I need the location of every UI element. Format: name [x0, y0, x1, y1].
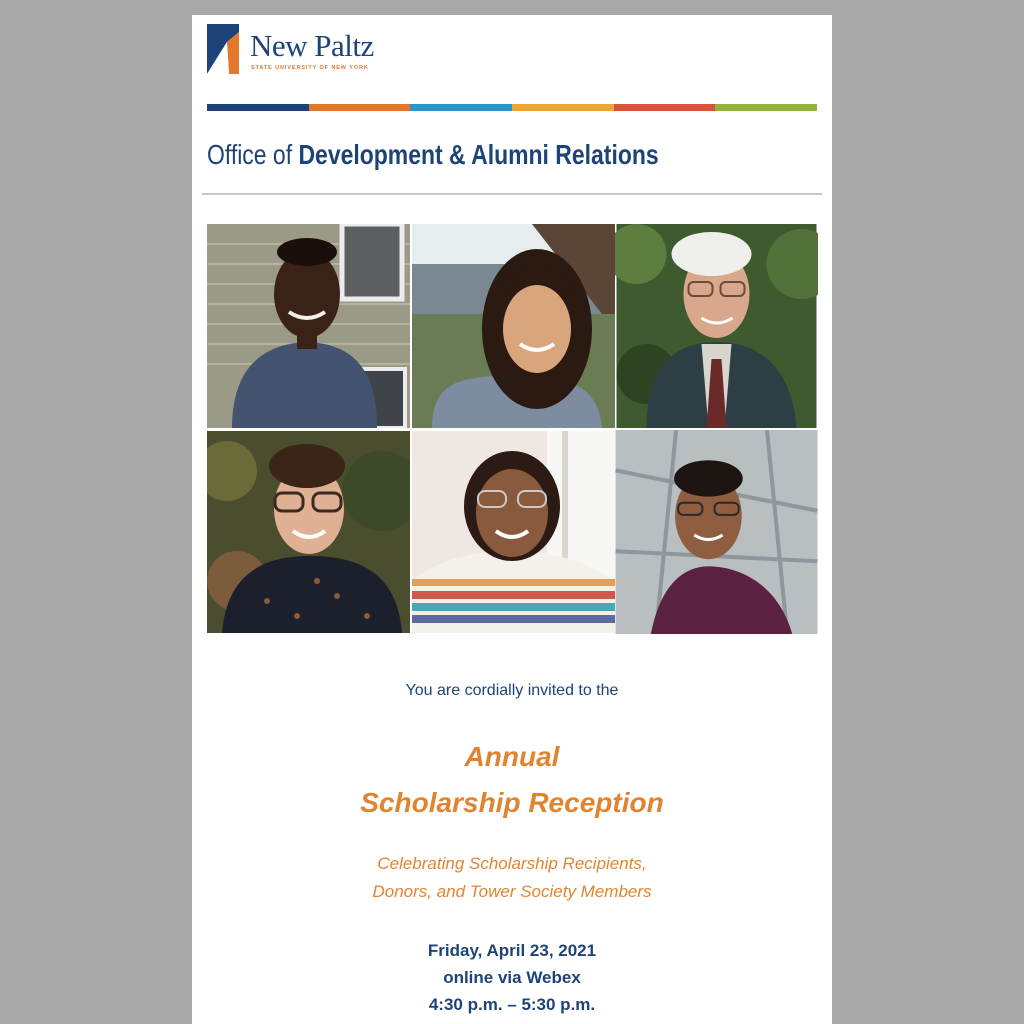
new-paltz-logo[interactable] — [207, 24, 407, 76]
event-title-line-2: Scholarship Reception — [360, 787, 664, 818]
event-subtitle — [192, 850, 832, 906]
photo-student-3 — [207, 430, 410, 634]
color-bar-segment — [207, 104, 309, 111]
invite-intro: You are cordially invited to the — [405, 682, 619, 699]
color-bar-segment — [512, 104, 614, 111]
color-bar-segment — [614, 104, 716, 111]
event-details — [192, 937, 832, 1018]
event-subtitle-line-2: Donors, and Tower Society Members — [372, 882, 652, 901]
photo-donor — [615, 224, 818, 428]
photo-student-1-image — [207, 224, 410, 428]
office-prefix: Office of — [207, 139, 293, 170]
photo-student-2 — [412, 224, 615, 428]
photo-student-1 — [207, 224, 410, 428]
photo-student-5-image — [615, 430, 818, 634]
email-card — [192, 15, 832, 1024]
event-date: Friday, April 23, 2021 — [427, 941, 597, 960]
logo-wordmark: New Paltz — [250, 28, 374, 63]
photo-donor-image — [615, 224, 818, 428]
header-divider — [202, 193, 822, 195]
photo-student-2-image — [412, 224, 615, 428]
color-bar — [207, 104, 817, 111]
office-title — [207, 139, 659, 171]
color-bar-segment — [410, 104, 512, 111]
photo-student-4-image — [412, 430, 615, 634]
photo-student-4 — [412, 430, 615, 634]
event-subtitle-line-1: Celebrating Scholarship Recipients, — [377, 854, 647, 873]
office-name: Development & Alumni Relations — [298, 139, 659, 170]
logo-subtitle: STATE UNIVERSITY OF NEW YORK — [251, 65, 369, 71]
event-title — [192, 734, 832, 826]
event-title-line-1: Annual — [464, 741, 560, 772]
photo-grid — [207, 224, 815, 632]
event-time: 4:30 p.m. – 5:30 p.m. — [428, 995, 596, 1014]
color-bar-segment — [309, 104, 411, 111]
tower-logo-icon — [207, 24, 239, 74]
photo-student-5 — [615, 430, 818, 634]
event-venue: online via Webex — [443, 968, 581, 987]
photo-student-3-image — [207, 430, 410, 634]
color-bar-segment — [715, 104, 817, 111]
